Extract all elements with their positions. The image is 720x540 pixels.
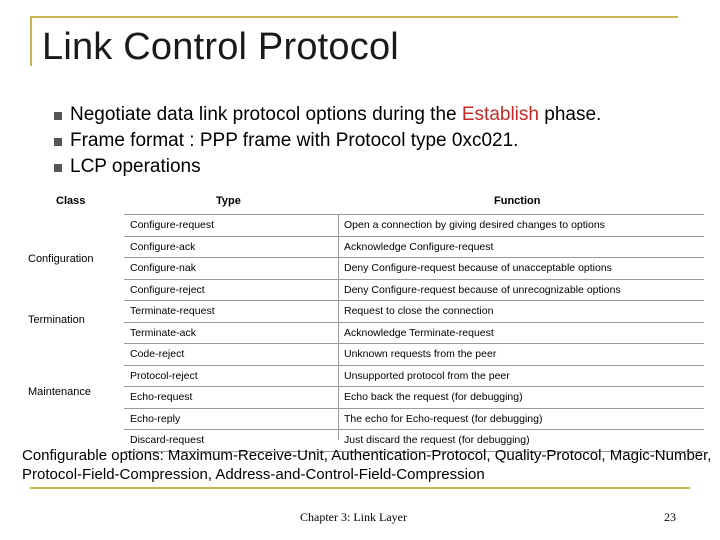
table-row — [124, 322, 704, 344]
bullet-text: Frame format : PPP frame with Protocol type 0xc021. — [70, 130, 519, 151]
table-row — [124, 365, 704, 387]
function-cell: The echo for Echo-request (for debugging) — [344, 412, 543, 425]
type-cell: Echo-reply — [130, 412, 181, 425]
class-termination: Termination — [28, 314, 85, 326]
bullet-list — [42, 104, 702, 182]
function-cell: Deny Configure-request because of unrecognizable options — [344, 283, 621, 296]
function-cell: Echo back the request (for debugging) — [344, 391, 523, 403]
function-cell: Open a connection by giving desired changes to options — [344, 219, 605, 231]
footer-chapter: Chapter 3: Link Layer — [300, 510, 407, 524]
square-bullet-icon — [54, 112, 62, 120]
header-class: Class — [56, 195, 86, 207]
type-cell: Configure-reject — [130, 283, 205, 296]
bullet-text: LCP operations — [70, 156, 201, 177]
bullet-item — [42, 156, 702, 182]
square-bullet-icon — [54, 164, 62, 172]
function-cell: Unsupported protocol from the peer — [344, 369, 510, 382]
bullet-item — [42, 104, 702, 130]
table-row — [124, 257, 704, 279]
frame-bottom-rule — [30, 487, 690, 489]
header-type: Type — [216, 195, 241, 207]
table-row — [124, 236, 704, 258]
bullet-text: Negotiate data link protocol options during the Establish phase. — [70, 104, 602, 125]
header-function: Function — [494, 195, 541, 207]
bullet-item — [42, 130, 702, 156]
table-body — [124, 214, 704, 452]
table-row — [124, 408, 704, 430]
type-cell: Configure-nak — [130, 262, 196, 274]
table-row — [124, 343, 704, 365]
frame-top-rule — [30, 16, 678, 18]
configurable-options-note: Configurable options: Maximum-Receive-Unit, Authentication-Protocol, Quality-Protocol, Magic-Number, Protocol-Field-Compression, Address-and-Control-Field-Compression — [22, 447, 712, 483]
frame-left-rule — [30, 16, 32, 66]
function-cell: Request to close the connection — [344, 305, 494, 317]
function-cell: Deny Configure-request because of unacceptable options — [344, 262, 612, 274]
function-cell: Acknowledge Configure-request — [344, 240, 494, 253]
table-row — [124, 214, 704, 236]
type-cell: Protocol-reject — [130, 369, 198, 382]
type-cell: Discard-request — [130, 434, 205, 446]
class-configuration: Configuration — [28, 253, 94, 265]
class-maintenance: Maintenance — [28, 386, 91, 398]
type-cell: Configure-request — [130, 219, 215, 231]
type-cell: Terminate-request — [130, 305, 215, 317]
highlight-word: Establish — [461, 104, 539, 125]
type-cell: Terminate-ack — [130, 326, 196, 339]
table-row — [124, 300, 704, 322]
function-cell: Unknown requests from the peer — [344, 348, 497, 360]
type-cell: Code-reject — [130, 348, 185, 360]
type-cell: Echo-request — [130, 391, 193, 403]
slide-title: Link Control Protocol — [42, 26, 399, 68]
square-bullet-icon — [54, 138, 62, 146]
table-row — [124, 386, 704, 408]
table-row — [124, 279, 704, 301]
page-number: 23 — [664, 510, 676, 524]
function-cell: Acknowledge Terminate-request — [344, 326, 494, 339]
type-cell: Configure-ack — [130, 240, 196, 253]
function-cell: Just discard the request (for debugging) — [344, 434, 530, 446]
